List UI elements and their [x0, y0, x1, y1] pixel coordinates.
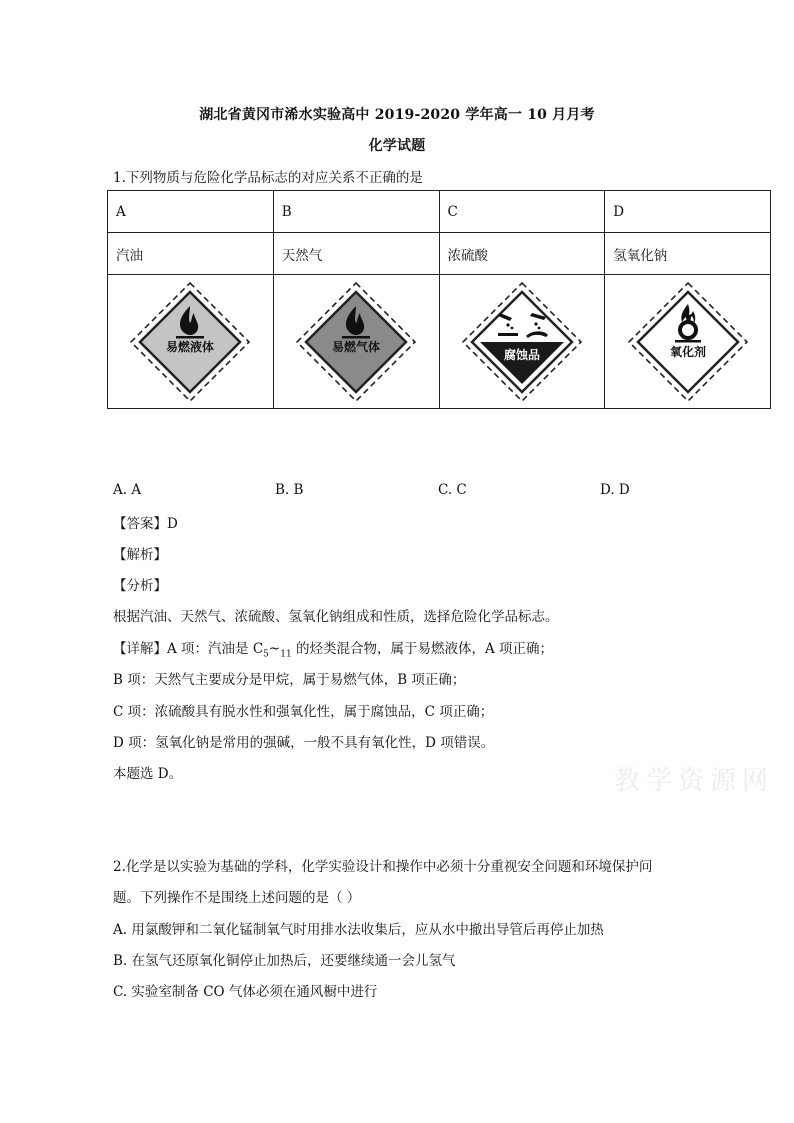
option-c: C. C: [438, 482, 467, 498]
analysis-heading: 【解析】: [113, 547, 167, 563]
oxidizer-sign: [626, 280, 750, 404]
option-d: D. D: [600, 482, 630, 498]
table-cell-sign-d: [605, 275, 771, 409]
detail-suffix: 的烃类混合物，属于易燃液体，A 项正确；: [291, 641, 554, 657]
question-2-option-a: A. 用氯酸钾和二氧化锰制氧气时用排水法收集后，应从水中撤出导管后再停止加热: [113, 922, 604, 938]
flammable-liquid-sign: [128, 280, 252, 404]
detail-prefix: 【详解】A 项：汽油是 C: [113, 641, 264, 657]
subscript-11: 11: [280, 649, 292, 660]
detail-line-d: D 项：氢氧化钠是常用的强碱，一般不具有氧化性，D 项错误。: [113, 735, 495, 751]
sign-label-d: 氧化剂: [669, 344, 706, 359]
detail-line-a: [113, 637, 553, 660]
page-subtitle: 化学试题: [368, 138, 426, 154]
question-1-stem: 1.下列物质与危险化学品标志的对应关系不正确的是: [113, 170, 423, 186]
table-cell-substance-a: 汽油: [108, 233, 274, 275]
question-2-stem-line-2: 题。下列操作不是围绕上述问题的是（ ）: [113, 890, 361, 906]
corrosive-sign: [460, 280, 584, 404]
table-cell-letter-d: D: [605, 191, 771, 233]
table-cell-letter-c: C: [439, 191, 605, 233]
question-2-stem-line-1: 2.化学是以实验为基础的学科，化学实验设计和操作中必须十分重视安全问题和环境保护问: [113, 859, 653, 875]
table-cell-sign-b: [273, 275, 439, 409]
fenxi-text: 根据汽油、天然气、浓硫酸、氢氧化钠组成和性质，选择危险化学品标志。: [113, 609, 559, 625]
option-b: B. B: [275, 482, 304, 498]
table-cell-letter-a: A: [108, 191, 274, 233]
table-cell-sign-a: [108, 275, 274, 409]
sign-label-a: 易燃液体: [166, 339, 215, 354]
detail-line-b: B 项：天然气主要成分是甲烷，属于易燃气体，B 项正确；: [113, 672, 466, 688]
table-cell-letter-b: B: [273, 191, 439, 233]
table-cell-substance-c: 浓硫酸: [439, 233, 605, 275]
table-cell-substance-d: 氢氧化钠: [605, 233, 771, 275]
question-2-option-c: C. 实验室制备 CO 气体必须在通风橱中进行: [113, 984, 378, 1000]
flammable-gas-sign: [294, 280, 418, 404]
tilde: ~: [268, 641, 281, 657]
fenxi-heading: 【分析】: [113, 578, 167, 594]
answer-line: 【答案】D: [113, 516, 178, 532]
table-cell-substance-b: 天然气: [273, 233, 439, 275]
hazard-sign-table: [107, 190, 771, 409]
conclusion-line: 本题选 D。: [113, 766, 183, 782]
table-cell-sign-c: [439, 275, 605, 409]
sign-label-b: 易燃气体: [332, 339, 381, 354]
option-a: A. A: [113, 482, 142, 498]
watermark: 教学资源网: [613, 766, 774, 796]
detail-line-c: C 项：浓硫酸具有脱水性和强氧化性，属于腐蚀品，C 项正确；: [113, 704, 494, 720]
page-title: 湖北省黄冈市浠水实验高中 2019-2020 学年高一 10 月月考: [199, 107, 595, 123]
question-2-option-b: B. 在氢气还原氧化铜停止加热后，还要继续通一会儿氢气: [113, 953, 456, 969]
sign-label-c: 腐蚀品: [503, 347, 540, 362]
subscript-5: 5: [263, 649, 269, 660]
